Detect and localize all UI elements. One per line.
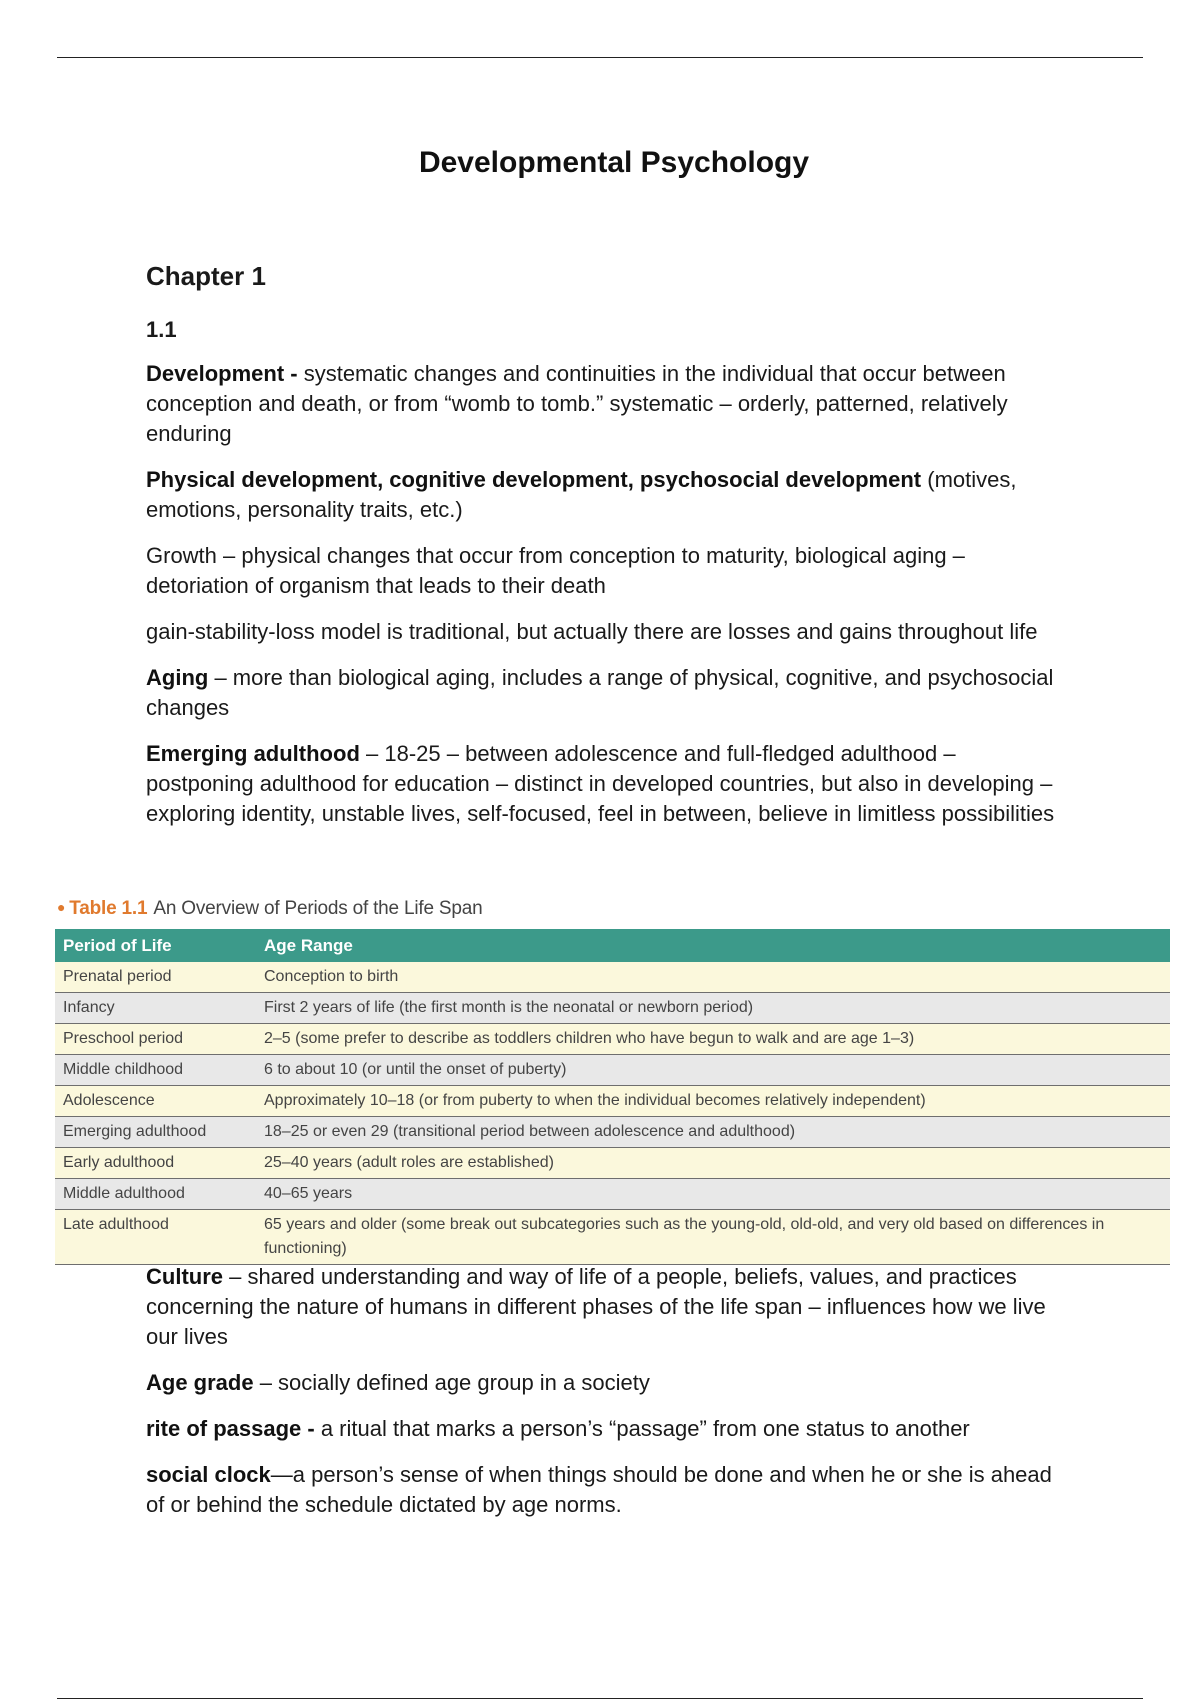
range-cell: 25–40 years (adult roles are established) <box>256 1148 1170 1179</box>
paragraph-rite-of-passage <box>146 1414 1066 1444</box>
definition: gain-stability-loss model is traditional, but actually there are losses and gains throughout life <box>146 619 1038 644</box>
table-row <box>55 1117 1170 1148</box>
notes-after-table <box>146 1262 1066 1536</box>
notes-before-table <box>146 259 1066 845</box>
paragraph-development <box>146 359 1066 449</box>
paragraph-social-clock <box>146 1460 1066 1520</box>
table-row <box>55 1055 1170 1086</box>
period-cell: Emerging adulthood <box>55 1117 256 1148</box>
table-caption <box>57 898 1157 920</box>
range-cell: 6 to about 10 (or until the onset of puberty) <box>256 1055 1170 1086</box>
table-row <box>55 1024 1170 1055</box>
table-row <box>55 962 1170 993</box>
definition: systematic changes and continuities in the individual that occur between conception and death, or from “womb to tomb.” systematic – orderly, patterned, relatively enduring <box>146 361 1008 446</box>
bottom-rule <box>57 1698 1143 1699</box>
table-row <box>55 993 1170 1024</box>
period-cell: Late adulthood <box>55 1210 256 1265</box>
definition: a ritual that marks a person’s “passage” from one status to another <box>314 1416 970 1441</box>
period-cell: Infancy <box>55 993 256 1024</box>
definition: – shared understanding and way of life of a people, beliefs, values, and practices concerning the nature of humans in different phases of the life span – influences how we live our lives <box>146 1264 1046 1349</box>
top-rule <box>57 57 1143 58</box>
range-cell: First 2 years of life (the first month is the neonatal or newborn period) <box>256 993 1170 1024</box>
chapter-heading: Chapter 1 <box>146 261 266 291</box>
term: Age grade <box>146 1370 254 1395</box>
document-title: Developmental Psychology <box>418 146 810 179</box>
table-caption-text: An Overview of Periods of the Life Span <box>153 898 483 919</box>
column-header-age-range: Age Range <box>256 929 1170 962</box>
definition: —a person’s sense of when things should be done and when he or she is ahead of or behind the schedule dictated by age norms. <box>146 1462 1052 1517</box>
range-cell: 65 years and older (some break out subcategories such as the young-old, old-old, and very old based on differences in functioning) <box>256 1210 1170 1265</box>
paragraph-gain-loss-model <box>146 617 1066 647</box>
range-cell: Conception to birth <box>256 962 1170 993</box>
table-number: Table 1.1 <box>69 898 148 919</box>
life-span-table <box>55 929 1170 1265</box>
definition: – socially defined age group in a society <box>253 1370 650 1395</box>
definition: – more than biological aging, includes a range of physical, cognitive, and psychosocial changes <box>146 665 1054 720</box>
column-header-period: Period of Life <box>55 929 256 962</box>
period-cell: Early adulthood <box>55 1148 256 1179</box>
term: Emerging adulthood <box>146 741 360 766</box>
term: rite of passage - <box>146 1416 315 1441</box>
table-row <box>55 1179 1170 1210</box>
term: Development - <box>146 361 298 386</box>
term: Aging <box>146 665 209 690</box>
range-cell: 18–25 or even 29 (transitional period between adolescence and adulthood) <box>256 1117 1170 1148</box>
table-row <box>55 1086 1170 1117</box>
definition: Growth – physical changes that occur from conception to maturity, biological aging – detoriation of organism that leads to their death <box>146 543 965 598</box>
definition: (motives, emotions, personality traits, etc.) <box>146 467 1017 522</box>
term: Culture <box>146 1264 223 1289</box>
range-cell: Approximately 10–18 (or from puberty to when the individual becomes relatively independent) <box>256 1086 1170 1117</box>
period-cell: Prenatal period <box>55 962 256 993</box>
paragraph-emerging-adulthood <box>146 739 1066 829</box>
term: Physical development, cognitive development, psychosocial development <box>146 467 922 492</box>
range-cell: 40–65 years <box>256 1179 1170 1210</box>
paragraph-age-grade <box>146 1368 1066 1398</box>
period-cell: Preschool period <box>55 1024 256 1055</box>
table-header-row <box>55 929 1170 962</box>
term: social clock <box>146 1462 271 1487</box>
paragraph-aging <box>146 663 1066 723</box>
paragraph-growth <box>146 541 1066 601</box>
period-cell: Middle childhood <box>55 1055 256 1086</box>
paragraph-culture <box>146 1262 1066 1352</box>
period-cell: Middle adulthood <box>55 1179 256 1210</box>
period-cell: Adolescence <box>55 1086 256 1117</box>
definition: – 18-25 – between adolescence and full-fledged adulthood – postponing adulthood for education – distinct in developed countries, but also in developing – exploring identity, unstable lives, self-focused, feel in between, believe in limitless possibilities <box>146 741 1055 826</box>
bullet-icon: ● <box>57 899 66 915</box>
paragraph-development-types <box>146 465 1066 525</box>
range-cell: 2–5 (some prefer to describe as toddlers children who have begun to walk and are age 1–3) <box>256 1024 1170 1055</box>
section-heading: 1.1 <box>146 317 177 342</box>
table-row <box>55 1148 1170 1179</box>
table-row <box>55 1210 1170 1265</box>
